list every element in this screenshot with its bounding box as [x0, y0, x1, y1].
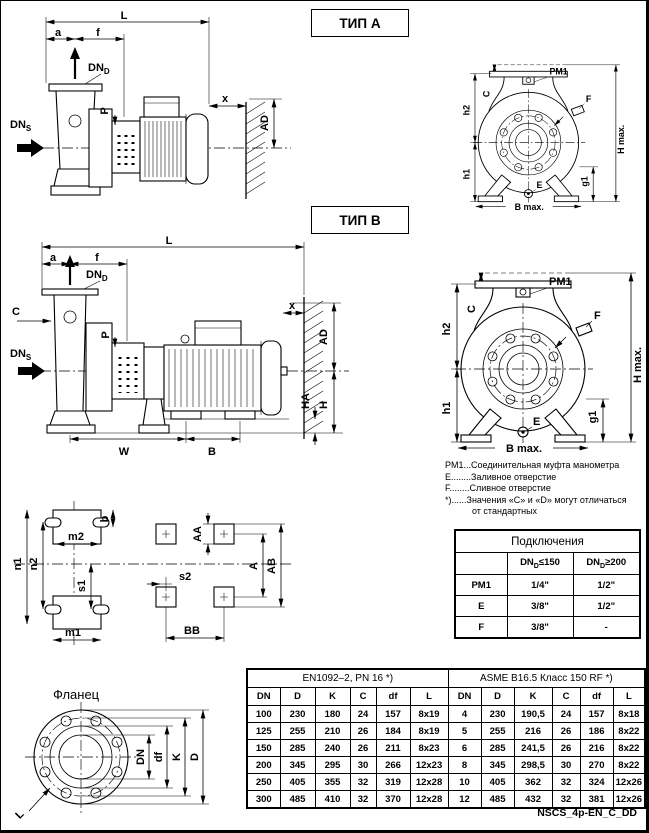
dim-label-n2: n2 [28, 557, 40, 571]
table-cell: 405 [280, 774, 315, 791]
dim-label-h2: h2 [441, 322, 453, 336]
dim-label-m1: m1 [65, 627, 81, 639]
table-cell: 266 [376, 757, 410, 774]
table-row [247, 757, 645, 774]
table-cell: 8x19 [410, 706, 448, 723]
table-cell: 26 [552, 740, 580, 757]
dim-label-DND: $DN_D$ [88, 62, 110, 76]
document-code: NSCS_4p-EN_C_DD [537, 807, 637, 819]
table-row [247, 706, 645, 723]
table-cell: 26 [350, 723, 376, 740]
dim-label-Bmax: B max. [514, 201, 544, 212]
column-header: L [410, 688, 448, 706]
table-cell: 190,5 [514, 706, 552, 723]
table-cell: 216 [514, 723, 552, 740]
dim-label-AD: AD [259, 115, 271, 131]
dim-label-AA: AA [192, 526, 204, 542]
table-cell: 432 [514, 791, 552, 809]
table-cell: 211 [376, 740, 410, 757]
column-header: DN [448, 688, 481, 706]
dim-label-E: E [536, 179, 543, 190]
dim-label-b: b [99, 515, 111, 523]
dim-label-x: x [221, 93, 229, 105]
table-cell: 1/4" [507, 575, 573, 596]
table-cell: PM1 [455, 575, 507, 596]
legend-line: *)......Значения «С» и «D» могут отличаться [445, 494, 627, 505]
table-cell: 355 [315, 774, 350, 791]
table-cell: 8x22 [613, 740, 645, 757]
table-cell: 3/8" [507, 596, 573, 617]
legend-line: PM1...Соединительная муфта манометра [445, 460, 620, 470]
table-cell: 298,5 [514, 757, 552, 774]
table-cell: 410 [315, 791, 350, 809]
table-cell: 8 [448, 757, 481, 774]
table-cell: 405 [481, 774, 514, 791]
dim-label-C: C [12, 306, 20, 318]
legend-line: от стандартных [472, 506, 538, 517]
mounting-footprint-drawing [9, 496, 299, 681]
column-header: L [613, 688, 645, 706]
dim-label-B: B [208, 446, 216, 458]
dim-label-h2: h2 [461, 104, 472, 116]
dim-label-a: a [49, 252, 57, 264]
dim-label-K: K [171, 753, 183, 761]
dim-label-s2: s2 [179, 571, 192, 583]
dim-label-s1: s1 [76, 579, 88, 593]
dim-label-P: P [99, 107, 111, 115]
table-cell: 3/8" [507, 617, 573, 639]
column-header: K [315, 688, 350, 706]
table-cell: 1/2" [573, 575, 640, 596]
table-cell: 285 [481, 740, 514, 757]
dim-label-L-bolt: L [13, 808, 27, 822]
table-cell: 8x22 [613, 723, 645, 740]
column-header: C [350, 688, 376, 706]
dim-label-A: A [248, 562, 260, 570]
table-row [247, 791, 645, 809]
dim-label-AB: AB [266, 558, 278, 574]
table-cell: 324 [580, 774, 613, 791]
column-header: DN [247, 688, 280, 706]
table-cell: 362 [514, 774, 552, 791]
table-cell: 1/2" [573, 596, 640, 617]
table-cell: 32 [350, 791, 376, 809]
table-cell: 5 [448, 723, 481, 740]
table-cell: 241,5 [514, 740, 552, 757]
table-cell: 4 [448, 706, 481, 723]
table-cell: 200 [247, 757, 280, 774]
table-cell: 8x23 [410, 740, 448, 757]
dim-label-BB: BB [184, 625, 200, 637]
dim-label-g1: g1 [587, 410, 599, 424]
table-cell: 30 [350, 757, 376, 774]
dim-label-C: C [481, 90, 492, 98]
table-cell: 6 [448, 740, 481, 757]
table-cell: 240 [315, 740, 350, 757]
dim-label-H: H [318, 401, 330, 409]
dim-label-W: W [118, 446, 130, 458]
legend-line: E........Заливное отверстие [445, 471, 557, 482]
table-cell: 184 [376, 723, 410, 740]
dim-label-L: L [165, 235, 173, 247]
group-header-asme: ASME B16.5 Класс 150 RF *) [448, 669, 645, 688]
table-cell: 26 [552, 723, 580, 740]
table-cell: 32 [552, 774, 580, 791]
table-cell: 300 [247, 791, 280, 809]
table-row [455, 617, 640, 639]
type-a-title: ТИП A [311, 9, 409, 37]
dim-label-DNS: $DN_S$ [10, 119, 32, 133]
dim-label-m2: m2 [68, 531, 84, 543]
column-header: df [580, 688, 613, 706]
table-cell: 370 [376, 791, 410, 809]
column-header: df [376, 688, 410, 706]
table-cell: 295 [315, 757, 350, 774]
legend [445, 460, 649, 518]
table-cell: 345 [280, 757, 315, 774]
table-row [247, 740, 645, 757]
wall-hatch [304, 301, 323, 433]
flange-dimension-table [246, 668, 646, 809]
dim-label-h1: h1 [441, 401, 453, 415]
dim-label-L: L [120, 10, 128, 22]
table-cell: 250 [247, 774, 280, 791]
legend-line: F........Сливное отверстие [445, 483, 551, 494]
connections-table-title: Подключения [455, 530, 640, 553]
type-b-title: ТИП B [311, 206, 409, 234]
type-b-side-view-drawing [9, 233, 456, 466]
dim-label-PM1: PM1 [549, 66, 568, 77]
table-cell: - [573, 617, 640, 639]
flange-title: Фланец [53, 687, 100, 702]
table-row [247, 774, 645, 791]
dim-label-PM1: PM1 [549, 276, 572, 288]
table-cell: 26 [350, 740, 376, 757]
table-cell: 12 [448, 791, 481, 809]
flange-drawing [9, 699, 239, 831]
table-cell: 12x26 [613, 791, 645, 809]
dim-label-x: x [288, 300, 296, 312]
column-header-dnd-le-150: $DN_D\le 150$ [507, 553, 573, 575]
table-cell: 255 [280, 723, 315, 740]
dim-label-n1: n1 [12, 557, 24, 571]
table-cell: 12x28 [410, 791, 448, 809]
dim-label-DND: $DN_D$ [86, 269, 108, 283]
empty-header-cell [455, 553, 507, 575]
table-cell: 285 [280, 740, 315, 757]
column-header: C [552, 688, 580, 706]
table-cell: 186 [580, 723, 613, 740]
column-header: K [514, 688, 552, 706]
table-cell: 216 [580, 740, 613, 757]
table-cell: 157 [580, 706, 613, 723]
dim-label-F: F [585, 94, 592, 105]
table-cell: 24 [350, 706, 376, 723]
table-cell: 125 [247, 723, 280, 740]
table-cell: 485 [280, 791, 315, 809]
table-cell: 30 [552, 757, 580, 774]
table-cell: 12x23 [410, 757, 448, 774]
table-cell: 8x22 [613, 757, 645, 774]
dim-label-f: f [95, 252, 99, 264]
table-cell: 255 [481, 723, 514, 740]
table-cell: 8x19 [410, 723, 448, 740]
table-cell: 150 [247, 740, 280, 757]
table-cell: E [455, 596, 507, 617]
dim-label-g1: g1 [579, 176, 590, 187]
table-cell: 230 [481, 706, 514, 723]
table-row [455, 596, 640, 617]
dim-label-E: E [533, 416, 541, 428]
dim-label-C: C [466, 305, 478, 313]
dim-label-DN: DN [135, 749, 147, 765]
table-cell: 12x26 [613, 774, 645, 791]
table-cell: 157 [376, 706, 410, 723]
pump-front-view-b [433, 251, 649, 456]
table-row [455, 575, 640, 596]
table-cell: 32 [552, 791, 580, 809]
group-header-en1092: EN1092–2, PN 16 *) [247, 669, 448, 688]
table-cell: 24 [552, 706, 580, 723]
dim-label-a: a [54, 27, 62, 39]
dim-label-AD: AD [318, 329, 330, 345]
table-cell: 12x28 [410, 774, 448, 791]
dim-label-HA: HA [300, 393, 312, 409]
dim-label-df: df [153, 751, 165, 763]
table-cell: 10 [448, 774, 481, 791]
table-cell: 345 [481, 757, 514, 774]
dim-label-Hmax: H max. [615, 124, 626, 154]
pump-front-view-a [437, 47, 649, 213]
dim-label-P: P [100, 331, 112, 339]
table-cell: 180 [315, 706, 350, 723]
table-cell: 8x18 [613, 706, 645, 723]
column-header-dnd-ge-200: $DN_D\ge 200$ [573, 553, 640, 575]
column-header: D [481, 688, 514, 706]
table-cell: F [455, 617, 507, 639]
table-row [247, 723, 645, 740]
table-cell: 270 [580, 757, 613, 774]
dim-label-DNS: $DN_S$ [10, 348, 32, 362]
dim-label-Bmax: B max. [505, 443, 543, 455]
dim-label-D: D [189, 753, 201, 761]
table-cell: 381 [580, 791, 613, 809]
table-cell: 210 [315, 723, 350, 740]
dim-label-f: f [96, 27, 100, 39]
type-a-side-view-drawing [9, 9, 316, 206]
table-cell: 230 [280, 706, 315, 723]
table-cell: 319 [376, 774, 410, 791]
dim-label-F: F [594, 310, 601, 322]
column-header: D [280, 688, 315, 706]
dim-label-Hmax: H max. [632, 346, 644, 384]
table-cell: 100 [247, 706, 280, 723]
dim-label-h1: h1 [461, 168, 472, 180]
table-cell: 32 [350, 774, 376, 791]
connections-table [454, 529, 641, 639]
table-cell: 485 [481, 791, 514, 809]
